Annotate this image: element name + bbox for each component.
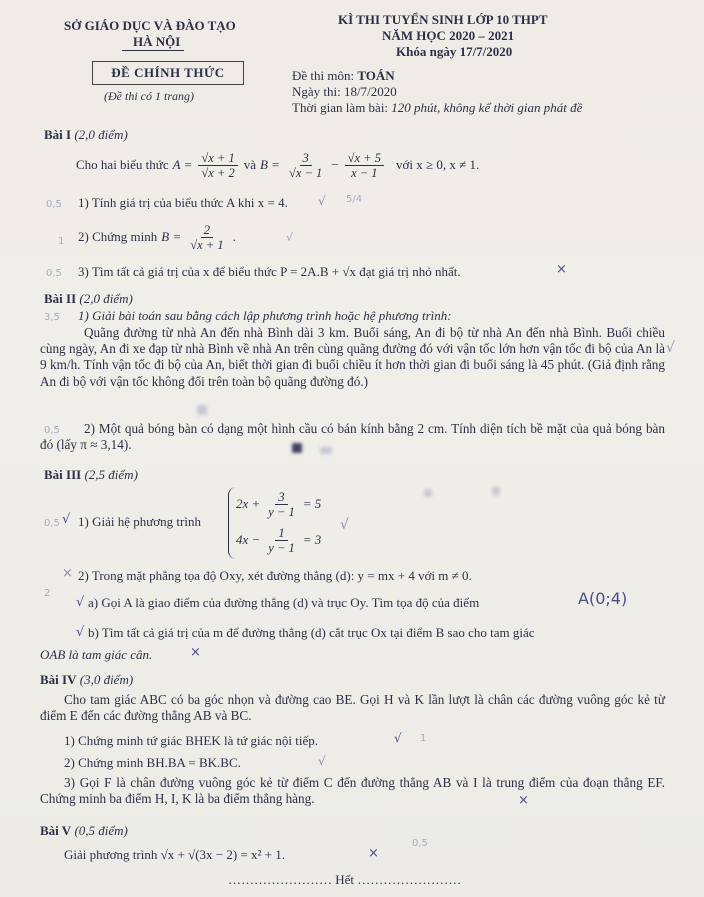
section-5-heading [40, 823, 128, 839]
school-year: NĂM HỌC 2020 – 2021 [382, 28, 515, 43]
section-3-title: Bài III [44, 467, 82, 482]
section-5-title: Bài V [40, 823, 72, 838]
pencil-mark: 0,5 [44, 518, 60, 529]
subject-name: TOÁN [357, 68, 395, 83]
exam-title: KÌ THI TUYỂN SINH LỚP 10 THPT [338, 12, 548, 27]
check-mark: √ [394, 731, 402, 745]
question-2-1-problem: Quãng đường từ nhà An đến nhà Bình dài 3 km. Buổi sáng, An đi bộ từ nhà An đến nhà Bình. Buổi chiều cùng ngày, An đi xe đạp từ nhà Bình về nhà An trên cùng quãng đường đó với vận tốc lớn hơn vận tốc đi bộ của An là 9 km/h. Tính vận tốc đi bộ của An, biết thời gian đi buổi chiều ít hơn thời gian đi buổi sáng là 45 phút. (Giả định rằng An đi bộ với vận tốc không đổi trên toàn bộ quãng đường đó.) [40, 325, 665, 389]
pencil-mark: 5/4 [346, 194, 363, 205]
check-mark: √ [76, 625, 85, 640]
check-mark: √ [318, 754, 326, 768]
cross-mark: × [556, 262, 567, 277]
pencil-mark: 0,5 [44, 425, 60, 436]
and-word: và [243, 157, 256, 172]
check-mark: √ [340, 517, 349, 533]
subject-label: Đề thi môn: [292, 68, 358, 83]
question-3-2: 2) Trong mặt phẳng tọa độ Oxy, xét đường thẳng (d): y = mx + 4 với m ≠ 0. [78, 568, 472, 583]
check-mark: √ [76, 595, 85, 610]
question-5: Giải phương trình √x + √(3x − 2) = x² + 1. [64, 847, 286, 862]
question-4-1: 1) Chứng minh tứ giác BHEK là tứ giác nội tiếp. [64, 733, 319, 748]
pencil-mark: 0,5 [46, 199, 62, 210]
question-3-2b-cont: OAB là tam giác cân. [40, 647, 153, 662]
question-1-2-text: 2) Chứng minh [78, 229, 158, 244]
redaction-mark [492, 487, 500, 495]
time-value: 120 phút, không kể thời gian phát đề [391, 100, 583, 115]
section-2-title: Bài II [44, 291, 77, 306]
time-label: Thời gian làm bài: [292, 100, 392, 115]
section-4-heading [40, 672, 133, 688]
section-2-points: (2,0 điểm) [79, 291, 133, 306]
question-3-2b: b) Tìm tất cả giá trị của m để đường thẳng (d) cắt trục Ox tại điểm B sao cho tam giác [88, 625, 535, 640]
department-name: SỞ GIÁO DỤC VÀ ĐÀO TẠO [64, 18, 236, 33]
intro-text: Cho hai biểu thức [76, 157, 169, 172]
question-3-2a: a) Gọi A là giao điểm của đường thẳng (d) và trục Oy. Tìm tọa độ của điểm [88, 595, 480, 610]
exam-date: Ngày thi: 18/7/2020 [292, 84, 397, 99]
fraction-q2: $\frac{2}{√x + 1}$ [190, 222, 224, 252]
time-line [292, 100, 582, 116]
check-mark: √ [318, 194, 326, 208]
question-1-1: 1) Tính giá trị của biểu thức A khi x = 4. [78, 195, 288, 210]
fraction-B2: $\frac{√x + 5}{x - 1}$ [345, 151, 384, 180]
redaction-mark [197, 405, 207, 415]
check-mark: √ [62, 512, 71, 527]
check-mark: √ [286, 231, 294, 244]
check-mark: √ [666, 340, 675, 356]
city-name: HÀ NỘI [133, 34, 181, 49]
section-4-points: (3,0 điểm) [79, 672, 134, 687]
question-2-1: 1) Giải bài toán sau bằng cách lập phương trình hoặc hệ phương trình: [78, 308, 452, 323]
section-3-points: (2,5 điểm) [84, 467, 138, 482]
section-5-points: (0,5 điểm) [74, 823, 128, 838]
cross-mark: × [62, 566, 73, 581]
official-exam-box: ĐỀ CHÍNH THỨC [92, 61, 244, 85]
cross-mark: × [368, 846, 379, 861]
system-equation-1: 2x + $\frac{3}{y - 1}$ = 5 [236, 489, 322, 519]
section-4-intro: Cho tam giác ABC có ba góc nhọn và đường cao BE. Gọi H và K lần lượt là chân các đường vuông góc kẻ từ điểm E đến các đường thẳng AB và BC. [40, 692, 665, 724]
page-note: (Đề thi có 1 trang) [104, 89, 194, 103]
question-1-2: 2) Chứng minh B = $\frac{2}{√x + 1}$ . [78, 222, 236, 252]
section-1-intro: Cho hai biểu thức A = $\frac{√x + 1}{√x + 2}$ và B = $\frac{3}{√x - 1}$ − $\frac{√x + 5}{x - 1}$ với x ≥ 0, x ≠ 1. [76, 150, 480, 180]
question-2-2: 2) Một quả bóng bàn có dạng một hình cầu có bán kính bằng 2 cm. Tính diện tích bề mặt của quả bóng bàn đó (lấy π ≈ 3,14). [40, 421, 665, 453]
question-1-3: 3) Tìm tất cả giá trị của x để biểu thức P = 2A.B + √x đạt giá trị nhỏ nhất. [78, 264, 461, 279]
question-4-3: 3) Gọi F là chân đường vuông góc kẻ từ điểm C đến đường thẳng AB và I là trung điểm của đoạn thẳng EF. Chứng minh ba điểm H, I, K là ba điểm thẳng hàng. [40, 775, 665, 807]
cross-mark: × [518, 793, 529, 808]
end-marker: …………………… Hết …………………… [228, 872, 462, 887]
pencil-mark: 3,5 [44, 312, 60, 323]
subject-line [292, 68, 395, 84]
redaction-mark [320, 447, 332, 454]
condition-text: với x ≥ 0, x ≠ 1. [395, 157, 480, 172]
header-rule [122, 50, 184, 51]
redaction-mark [292, 443, 302, 453]
section-3-heading [44, 467, 138, 483]
fraction-A: $\frac{√x + 1}{√x + 2}$ [198, 151, 237, 180]
handwritten-answer: A(0;4) [578, 589, 628, 608]
fraction-B1: $\frac{3}{√x - 1}$ [288, 150, 323, 180]
question-4-2: 2) Chứng minh BH.BA = BK.BC. [64, 755, 241, 770]
section-2-heading [44, 291, 133, 307]
question-3-1: 1) Giải hệ phương trình [78, 514, 201, 529]
pencil-mark: 2 [44, 588, 51, 599]
pencil-mark: 1 [58, 236, 65, 247]
exam-session: Khóa ngày 17/7/2020 [396, 44, 513, 59]
section-1-points: (2,0 điểm) [74, 127, 128, 142]
system-equation-2: 4x − $\frac{1}{y - 1}$ = 3 [236, 525, 322, 555]
section-4-title: Bài IV [40, 672, 77, 687]
pencil-mark: 0,5 [46, 268, 62, 279]
pencil-mark: 1 [420, 733, 427, 744]
cross-mark: × [190, 645, 201, 660]
section-1-title: Bài I [44, 127, 72, 142]
pencil-mark: 0,5 [412, 838, 428, 849]
redaction-mark [424, 489, 432, 497]
section-1-heading [44, 127, 128, 143]
